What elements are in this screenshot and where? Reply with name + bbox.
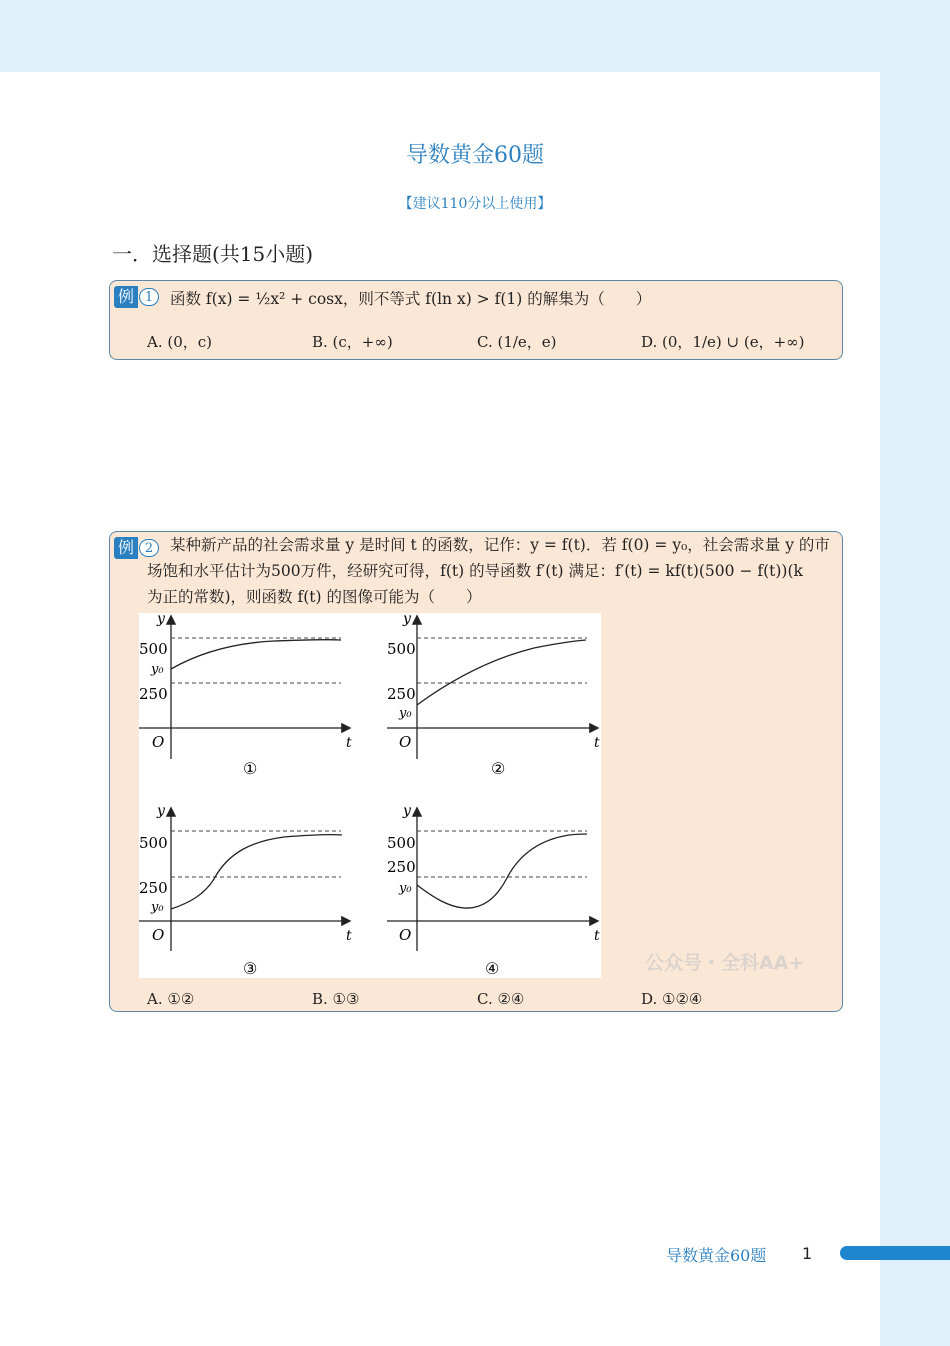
example-badge-word: 例 bbox=[114, 537, 138, 559]
document-title: 导数黄金60题 bbox=[406, 143, 544, 168]
graph-4-curve bbox=[417, 834, 587, 908]
watermark-text: 公众号・全科AA+ bbox=[645, 952, 805, 974]
graph-4-caption: ④ bbox=[485, 959, 500, 978]
example-2-option-d: D. ①②④ bbox=[641, 990, 703, 1008]
example-2-badge bbox=[114, 536, 159, 560]
example-1-question: 函数 f(x) = ½x² + cosx，则不等式 f(ln x) > f(1) 的解集为（ ） bbox=[170, 290, 652, 308]
graph-2-tick-250: 250 bbox=[387, 685, 416, 703]
graph-3-curve bbox=[171, 835, 342, 909]
graph-2-origin: O bbox=[399, 733, 412, 751]
example-badge-number: 2 bbox=[139, 539, 159, 557]
graph-4-origin: O bbox=[399, 926, 412, 944]
graph-3-caption: ③ bbox=[243, 959, 258, 978]
example-1-box bbox=[109, 280, 843, 360]
graph-1-tick-y0: y₀ bbox=[151, 662, 164, 677]
graph-2-tick-y0: y₀ bbox=[399, 706, 412, 721]
example-badge-number: 1 bbox=[139, 288, 159, 306]
graph-3-tick-500: 500 bbox=[139, 834, 168, 852]
example-2-question-line-2: 场饱和水平估计为500万件，经研究可得，f(t) 的导函数 f′(t) 满足：f′(t) = kf(t)(500 − f(t))(k bbox=[147, 562, 803, 580]
graph-1-tick-500: 500 bbox=[139, 640, 168, 658]
example-1-option-c: C. (1/e，e) bbox=[477, 333, 557, 351]
example-1-badge bbox=[114, 285, 159, 309]
graph-2-y-label: y bbox=[403, 613, 411, 627]
example-1-option-d: D. (0，1/e) ∪ (e，+∞) bbox=[641, 333, 805, 351]
graph-1-caption: ① bbox=[243, 759, 258, 778]
footer-title: 导数黄金60题 bbox=[666, 1246, 767, 1265]
graph-4-tick-y0: y₀ bbox=[399, 881, 412, 896]
example-2-option-b: B. ①③ bbox=[312, 990, 360, 1008]
graph-1-y-label: y bbox=[157, 613, 165, 627]
graph-1-origin: O bbox=[152, 733, 165, 751]
graph-4-y-label: y bbox=[403, 803, 411, 819]
graph-2-caption: ② bbox=[491, 759, 506, 778]
graph-3-y-label: y bbox=[157, 803, 165, 819]
graph-4-tick-500: 500 bbox=[387, 834, 416, 852]
graph-1-x-label: t bbox=[346, 735, 352, 751]
graph-4-x-label: t bbox=[594, 928, 600, 944]
example-badge-word: 例 bbox=[114, 286, 138, 308]
footer-accent-bar bbox=[840, 1246, 950, 1260]
graph-2-tick-500: 500 bbox=[387, 640, 416, 658]
graphs-svg bbox=[139, 613, 601, 978]
graph-3-origin: O bbox=[152, 926, 165, 944]
footer-page-number: 1 bbox=[802, 1244, 813, 1263]
graph-2-curve bbox=[417, 640, 586, 705]
graph-4 bbox=[387, 803, 600, 978]
graph-1-curve bbox=[171, 640, 341, 669]
page-top-band bbox=[0, 0, 950, 72]
graph-2 bbox=[387, 613, 600, 778]
example-2-option-a: A. ①② bbox=[147, 990, 195, 1008]
graph-4-tick-250: 250 bbox=[387, 858, 416, 876]
graph-3-x-label: t bbox=[346, 928, 352, 944]
example-2-option-c: C. ②④ bbox=[477, 990, 525, 1008]
example-2-question-line-1: 某种新产品的社会需求量 y 是时间 t 的函数，记作：y = f(t)．若 f(0) = y₀，社会需求量 y 的市 bbox=[170, 536, 830, 554]
graph-3 bbox=[139, 803, 352, 978]
example-1-option-a: A. (0，c) bbox=[147, 333, 213, 351]
section-heading: 一．选择题(共15小题) bbox=[112, 242, 314, 266]
example-2-question-line-3: 为正的常数)，则函数 f(t) 的图像可能为（ ） bbox=[147, 588, 482, 606]
graph-1-tick-250: 250 bbox=[139, 685, 168, 703]
graph-2-x-label: t bbox=[594, 735, 600, 751]
graphs-panel bbox=[139, 613, 601, 978]
graph-3-tick-y0: y₀ bbox=[151, 900, 164, 915]
graph-1 bbox=[139, 613, 352, 778]
example-1-option-b: B. (c，+∞) bbox=[312, 333, 393, 351]
document-subtitle: 【建议110分以上使用】 bbox=[398, 196, 552, 212]
graph-3-tick-250: 250 bbox=[139, 879, 168, 897]
